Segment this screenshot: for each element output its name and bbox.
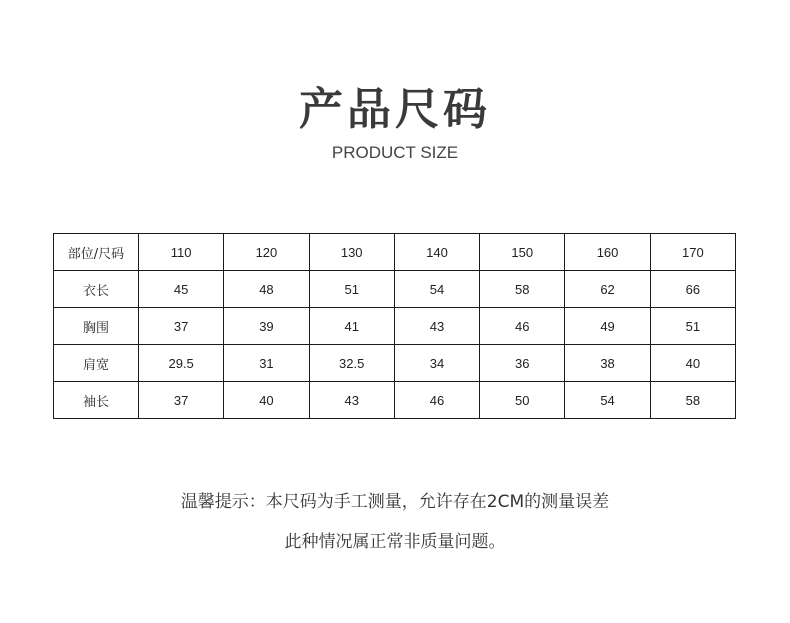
table-row	[54, 382, 736, 419]
size-chart-body	[54, 234, 736, 419]
size-header-cell: 140	[394, 234, 479, 271]
table-cell: 58	[480, 271, 565, 308]
table-cell: 46	[480, 308, 565, 345]
table-cell: 48	[224, 271, 309, 308]
table-cell: 58	[650, 382, 735, 419]
row-label-cell: 袖长	[54, 382, 139, 419]
table-cell: 31	[224, 345, 309, 382]
table-cell: 29.5	[139, 345, 224, 382]
table-cell: 50	[480, 382, 565, 419]
row-label-cell: 衣长	[54, 271, 139, 308]
table-cell: 36	[480, 345, 565, 382]
size-header-cell: 160	[565, 234, 650, 271]
table-cell: 54	[394, 271, 479, 308]
table-cell: 46	[394, 382, 479, 419]
table-cell: 38	[565, 345, 650, 382]
table-cell: 40	[224, 382, 309, 419]
table-cell: 39	[224, 308, 309, 345]
table-cell: 54	[565, 382, 650, 419]
row-label-cell: 肩宽	[54, 345, 139, 382]
size-header-cell: 110	[139, 234, 224, 271]
table-row	[54, 345, 736, 382]
table-cell: 45	[139, 271, 224, 308]
size-header-cell: 120	[224, 234, 309, 271]
size-header-cell: 150	[480, 234, 565, 271]
table-cell: 43	[309, 382, 394, 419]
table-cell: 34	[394, 345, 479, 382]
size-header-row	[54, 234, 736, 271]
table-row	[54, 271, 736, 308]
size-header-cell: 130	[309, 234, 394, 271]
notice-line-1: 温馨提示：本尺码为手工测量，允许存在2CM的测量误差	[180, 492, 610, 512]
table-cell: 66	[650, 271, 735, 308]
table-cell: 41	[309, 308, 394, 345]
table-cell: 40	[650, 345, 735, 382]
page-subtitle: PRODUCT SIZE	[331, 143, 459, 162]
corner-label-cell: 部位/尺码	[54, 234, 139, 271]
table-cell: 32.5	[309, 345, 394, 382]
table-cell: 37	[139, 382, 224, 419]
size-chart-table	[53, 233, 736, 419]
table-cell: 43	[394, 308, 479, 345]
page-title: 产品尺码	[299, 84, 491, 135]
table-cell: 49	[565, 308, 650, 345]
notice-line-2: 此种情况属正常非质量问题。	[284, 532, 506, 552]
table-row	[54, 308, 736, 345]
table-cell: 51	[309, 271, 394, 308]
table-cell: 62	[565, 271, 650, 308]
size-header-cell: 170	[650, 234, 735, 271]
row-label-cell: 胸围	[54, 308, 139, 345]
table-cell: 51	[650, 308, 735, 345]
table-cell: 37	[139, 308, 224, 345]
